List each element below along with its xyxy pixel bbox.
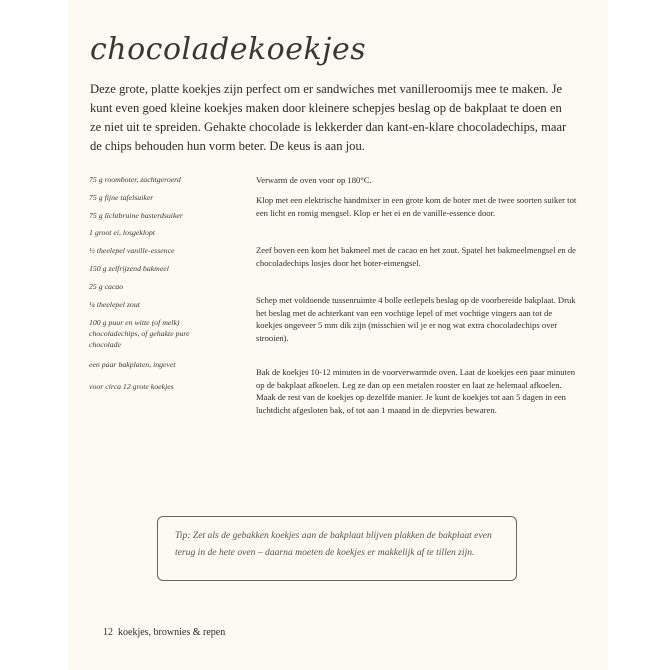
yield-note: voor circa 12 grote koekjes: [89, 382, 174, 391]
method-step: Klop met een elektrische handmixer in een grote kom de boter met de twee soorten suiker tot een licht en romig mengsel. Klop er het ei en de vanille-essence door.: [256, 195, 577, 218]
method-step: Schep met voldoende tussenruimte 4 bolle eetlepels beslag op de voorbereide bakplaat. Druk het beslag met de achterkant van een vochtige lepel of met vochtige vingers aan tot de koekjes ongeveer 5 mm dik zijn (misschien wil je er nog wat extra chocoladechips over strooien).: [256, 295, 576, 343]
ingredient-item: 25 g cacao: [89, 282, 124, 291]
ingredient-item: 75 g lichtbruine basterdsuiker: [89, 211, 183, 220]
ingredient-item: een paar bakplaten, ingevet: [89, 360, 176, 369]
page-number: 12: [103, 627, 113, 638]
ingredient-item: 100 g puur en witte (of melk) chocoladechips, of gehakte pure chocolade: [89, 318, 190, 349]
ingredient-item: 1 groot ei, losgeklopt: [89, 228, 155, 237]
ingredient-item: 150 g zelfrijzend bakmeel: [89, 264, 169, 273]
ingredient-item: 75 g fijne tafelsuiker: [89, 193, 154, 202]
ingredient-item: 75 g roomboter, zachtgeroerd: [89, 175, 181, 184]
method-step: Verwarm de oven voor op 180°C.: [256, 175, 372, 185]
tip-box: Tip: Zet als de gebakken koekjes aan de bakplaat blijven plakken de bakplaat even terug in de hete oven – daarna moeten de koekjes er makkelijk af te tillen zijn.: [157, 516, 517, 581]
page-footer: [103, 627, 225, 638]
ingredient-item: ¼ theelepel zout: [89, 300, 140, 309]
section-name: koekjes, brownies & repen: [118, 627, 226, 638]
recipe-intro: Deze grote, platte koekjes zijn perfect om er sandwiches met vanilleroomijs mee te maken. Je kunt even goed kleine koekjes maken door kleinere schepjes beslag op de bakplaat te doen en ze niet uit te spreiden. Gehakte chocolade is lekkerder dan kant-en-klare chocoladechips, maar de chips behouden hun vorm beter. De keus is aan jou.: [90, 82, 567, 153]
recipe-title: chocoladekoekjes: [90, 32, 367, 67]
method-step: Bak de koekjes 10-12 minuten in de voorverwarmde oven. Laat de koekjes een paar minuten op de bakplaat afkoelen. Leg ze dan op een metalen rooster en laat ze helemaal afkoelen. Maak de rest van de koekjes op dezelfde manier. Je kunt de koekjes tot aan 5 dagen in een luchtdicht afgesloten bak, of tot aan 1 maand in de diepvries bewaren.: [256, 367, 576, 415]
ingredient-item: ½ theelepel vanille-essence: [89, 246, 175, 255]
method-step: Zeef boven een kom het bakmeel met de cacao en het zout. Spatel het bakmeelmengsel en de chocoladechips losjes door het boter-eimengsel.: [256, 245, 576, 268]
